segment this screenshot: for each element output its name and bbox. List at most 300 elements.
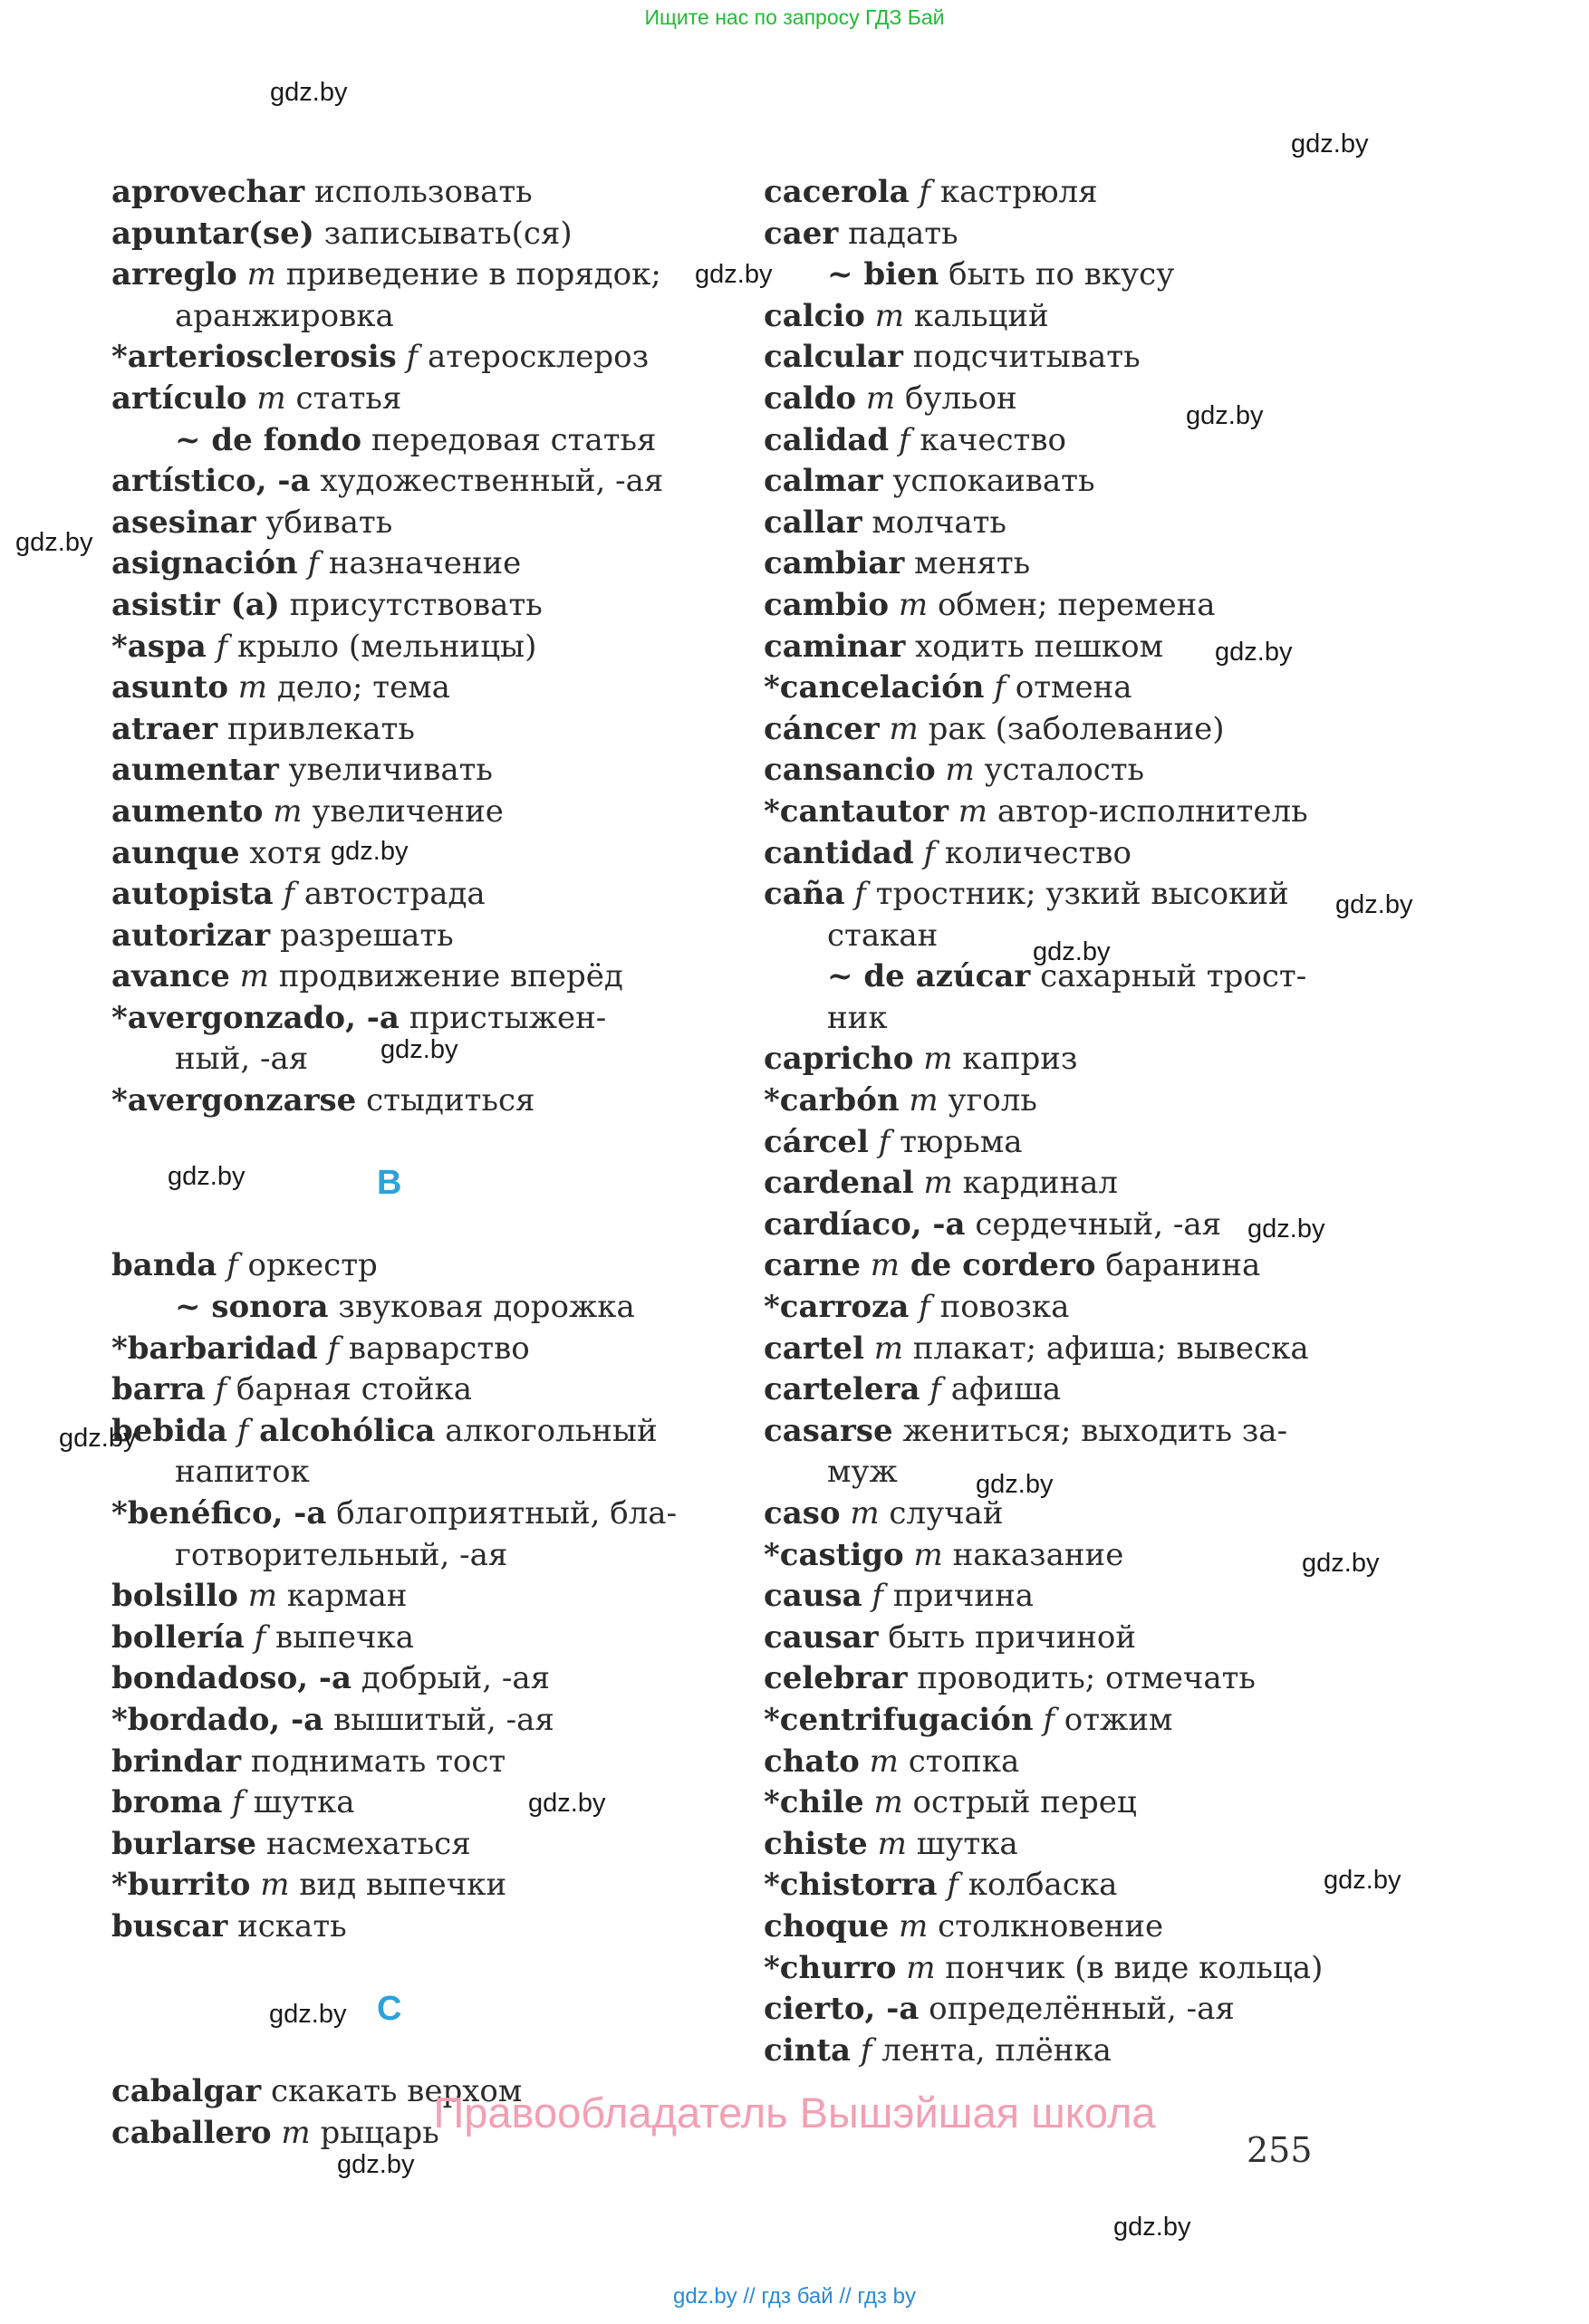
grammar-label: f [844,876,866,913]
translation: передовая статья [361,421,657,458]
translation: быть причиной [878,1618,1137,1656]
translation: варварство [339,1330,530,1367]
headword: causa [764,1578,862,1615]
watermark: gdz.by [59,1424,137,1453]
grammar-label: f [1033,1701,1055,1738]
watermark: gdz.by [1247,1215,1325,1244]
grammar-label: m [948,792,988,830]
translation: тростник; узкий высокий [865,876,1289,913]
dictionary-entry [111,1411,691,1453]
dictionary-entry [764,1742,1343,1783]
headword: *arteriosclerosis [111,339,397,376]
headword: *centrifugación [764,1701,1034,1738]
headword: asunto [111,669,228,706]
headword: ~ bien [827,256,939,293]
headword: *carbón [764,1082,900,1119]
translation: причина [883,1578,1034,1615]
translation: вид выпечки [289,1867,507,1904]
dictionary-entry [764,1576,1343,1618]
headword: cárcel [764,1123,869,1160]
headword: *chile [764,1784,864,1821]
grammar-label: f [909,174,931,210]
translation: жениться; выходить за- [892,1412,1288,1449]
translation: стыдиться [356,1082,535,1119]
grammar-label: m [840,1495,880,1532]
dictionary-entry [764,1906,1343,1948]
headword: *chistorra [764,1867,938,1904]
entry-continuation [111,1287,691,1329]
watermark: gdz.by [1324,1866,1401,1895]
headword: cambio [764,586,890,623]
watermark: gdz.by [337,2150,415,2179]
grammar-label: f [862,1578,884,1615]
grammar-label: m [863,1784,903,1821]
dictionary-entry [111,214,691,255]
headword: carne [764,1247,861,1284]
dictionary-entry [111,585,691,627]
headword: calcio [764,297,865,334]
entry-continuation [764,254,1343,296]
dictionary-entry [111,627,691,668]
dictionary-entry [764,1948,1343,1990]
grammar-label: f [217,1247,238,1284]
headword: caminar [764,628,906,665]
translation: острый перец [902,1784,1137,1821]
translation: муж [827,1454,898,1491]
translation: кастрюля [930,174,1098,210]
translation: карман [277,1578,408,1615]
translation: шутка [243,1784,355,1821]
dictionary-entry [111,1369,691,1411]
headword-phrase: de cordero [900,1247,1096,1284]
dictionary-entry [764,503,1343,544]
grammar-label: f [851,2031,872,2069]
translation: приведение в порядок; [275,256,661,293]
headword: cabalgar [111,2073,262,2110]
headword: autopista [111,876,274,913]
entry-continuation [764,1452,1343,1493]
grammar-label: m [903,1536,943,1573]
translation: вышитый, -ая [323,1701,554,1738]
translation: статья [285,379,402,417]
translation: стопка [898,1743,1020,1780]
headword: *avergonzarse [111,1082,357,1119]
translation: плакат; афиша; вывеска [902,1330,1309,1367]
dictionary-entry [764,1493,1343,1535]
grammar-label: f [222,1784,244,1821]
dictionary-entry [111,1742,691,1783]
watermark: gdz.by [1113,2213,1191,2242]
headword: cáncer [764,710,880,747]
headword: cacerola [764,174,910,210]
translation: алкогольный [435,1412,658,1449]
dictionary-entry [764,709,1343,751]
headword: bolsillo [111,1578,238,1615]
dictionary-entry [764,1700,1343,1742]
headword: asistir (a) [111,586,280,623]
headword: caer [764,215,839,252]
headword: cantidad [764,834,914,871]
translation: продвижение вперёд [268,958,623,995]
translation: присутствовать [279,586,543,623]
dictionary-entry [764,1782,1343,1824]
grammar-label: f [205,1371,227,1408]
translation: стакан [827,917,939,954]
dictionary-entry [764,2031,1343,2072]
translation: колбаска [958,1867,1118,1904]
grammar-label: f [984,669,1006,706]
grammar-label: f [244,1618,266,1656]
dictionary-entry [764,1245,1343,1287]
grammar-label: m [889,1907,929,1945]
translation: художественный, -ая [310,463,664,500]
grammar-label: m [228,669,268,706]
headword: apuntar(se) [111,215,314,252]
spacer [111,2031,691,2072]
headword: *carroza [764,1289,910,1326]
dictionary-entry [764,833,1343,875]
translation: кальций [904,297,1049,334]
dictionary-entry [764,1287,1343,1329]
translation: количество [935,834,1132,871]
translation: каприз [952,1041,1078,1078]
translation: падать [838,215,958,252]
translation: искать [227,1907,347,1945]
translation: хотя [239,834,323,871]
dictionary-entry [111,667,691,709]
dictionary-entry [111,337,691,379]
grammar-label: f [396,339,419,376]
headword: broma [111,1784,223,1821]
translation: барная стойка [226,1371,473,1408]
dictionary-entry [764,461,1343,503]
translation: пристыжен- [399,999,607,1036]
grammar-label: m [856,379,896,417]
grammar-label: f [317,1330,340,1367]
headword: atraer [111,710,218,747]
translation: поднимать тост [241,1743,506,1780]
grammar-label: m [271,2114,311,2151]
watermark: gdz.by [380,1035,458,1064]
headword: aprovechar [111,174,305,210]
headword: buscar [111,1907,228,1945]
translation: добрый, -ая [352,1660,551,1697]
headword: bollería [111,1618,245,1656]
spacer [111,1948,691,1990]
dictionary-entry [111,1824,691,1866]
translation: подсчитывать [902,339,1141,376]
translation: дело; тема [267,669,450,706]
grammar-label: f [868,1123,891,1160]
dictionary-entry [764,1989,1343,2031]
translation: лента, плёнка [872,2031,1112,2069]
dictionary-entry [764,1658,1343,1700]
grammar-label: f [273,876,295,913]
headword: avance [111,958,230,995]
watermark: gdz.by [1302,1549,1380,1578]
dictionary-entry [111,956,691,998]
dictionary-entry [764,1329,1343,1370]
dictionary-entry [764,214,1343,255]
dictionary-entry [764,792,1343,833]
dictionary-entry [111,1906,691,1948]
watermark: gdz.by [270,78,348,107]
top-banner: Ищите нас по запросу ГДЗ Бай [644,5,945,29]
translation: готворительный, -ая [175,1536,508,1573]
translation: повозка [929,1289,1070,1326]
dictionary-entry [111,1576,691,1618]
grammar-label: m [864,297,905,334]
headword: banda [111,1247,217,1284]
dictionary-entry [764,874,1343,916]
translation: рак (заболевание) [918,710,1225,747]
translation: быть по вкусу [939,256,1175,293]
translation: столкновение [928,1907,1164,1945]
dictionary-entry [111,998,691,1040]
watermark: gdz.by [976,1470,1054,1499]
headword: *churro [764,1949,897,1986]
translation: кардинал [952,1165,1118,1202]
dictionary-entry [111,750,691,792]
headword: chiste [764,1825,868,1862]
watermark: gdz.by [331,837,409,866]
translation: отжим [1054,1701,1173,1738]
translation: шутка [906,1825,1018,1862]
grammar-label: f [889,421,910,458]
headword: *castigo [764,1536,904,1573]
dictionary-entry [111,1618,691,1659]
watermark: gdz.by [269,2000,347,2029]
headword: calcular [764,339,903,376]
grammar-label: m [863,1330,903,1367]
grammar-label: m [229,958,269,995]
dictionary-entry [764,296,1343,338]
headword: caso [764,1495,841,1532]
translation: крыло (мельницы) [227,628,537,665]
watermark: gdz.by [1215,638,1293,667]
headword: capricho [764,1041,914,1078]
translation: бульон [895,379,1017,417]
translation: напиток [175,1454,310,1491]
dictionary-entry [111,1865,691,1906]
translation: насмехаться [256,1825,471,1862]
translation: рыцарь [310,2114,439,2151]
entry-continuation [111,296,691,338]
grammar-label: f [226,1412,249,1449]
translation: использовать [304,174,533,210]
grammar-label: m [246,379,286,417]
watermark: gdz.by [1033,937,1111,966]
translation: сахарный трост- [1030,958,1307,995]
grammar-label: f [937,1867,958,1904]
dictionary-entry [111,503,691,544]
headword: calmar [764,463,883,500]
dictionary-entry [764,1865,1343,1906]
translation: назначение [319,545,522,582]
dictionary-entry [111,1080,691,1122]
headword: asignación [111,545,298,582]
headword-phrase: alcohólica [248,1412,436,1449]
translation: убивать [255,504,393,541]
dictionary-entry [111,172,691,214]
dictionary-entry [111,379,691,420]
translation: ник [827,999,888,1036]
grammar-label: f [297,545,320,582]
headword: caldo [764,379,857,417]
dictionary-entry [111,916,691,957]
dictionary-entry [764,1824,1343,1866]
headword: casarse [764,1412,893,1449]
headword: cansancio [764,752,936,789]
watermark: gdz.by [15,528,93,557]
translation: увеличение [302,792,504,830]
headword: cierto, -a [764,1991,920,2028]
headword: cinta [764,2031,852,2069]
translation: автострада [294,876,486,913]
translation: ный, -ая [175,1041,309,1078]
headword: chato [764,1743,860,1780]
translation: качество [910,421,1066,458]
grammar-label: m [889,586,929,623]
page-number: 255 [1247,2130,1313,2170]
headword: barra [111,1371,206,1408]
grammar-label: m [236,256,276,293]
dictionary-column-right [764,172,1343,2071]
grammar-label: f [920,1371,941,1408]
grammar-label: f [909,1289,930,1326]
dictionary-entry [111,461,691,503]
grammar-label: m [263,792,303,830]
headword: *barbaridad [111,1330,318,1367]
headword: *burrito [111,1867,251,1904]
dictionary-entry [764,1369,1343,1411]
translation: уголь [938,1082,1037,1119]
headword: cambiar [764,545,905,582]
spacer [111,1122,691,1164]
headword: autorizar [111,917,271,954]
translation: обмен; перемена [928,586,1216,623]
section-letter-heading: C [377,1990,402,2029]
translation: отмена [1005,669,1132,706]
dictionary-entry [764,1411,1343,1453]
dictionary-entry [111,792,691,833]
headword: artículo [111,379,247,417]
grammar-label: f [206,628,228,665]
translation: пончик (в виде кольца) [935,1949,1324,1986]
grammar-label: m [935,752,975,789]
grammar-label: m [861,1247,900,1284]
headword: celebrar [764,1660,908,1697]
headword: cartel [764,1330,864,1367]
headword: ~ de azúcar [827,958,1031,995]
translation: проводить; отмечать [907,1660,1256,1697]
headword: bondadoso, -a [111,1660,352,1697]
translation: наказание [942,1536,1124,1573]
grammar-label: m [899,1082,939,1119]
entry-continuation [111,420,691,462]
translation: сердечный, -ая [965,1205,1222,1243]
dictionary-entry [111,1700,691,1742]
headword: causar [764,1618,879,1656]
translation: увеличивать [278,752,493,789]
headword: *aspa [111,628,207,665]
headword: calidad [764,421,890,458]
headword: *cantautor [764,792,949,830]
dictionary-entry [764,172,1343,214]
headword: burlarse [111,1825,257,1862]
translation: автор-исполнитель [987,792,1308,830]
grammar-label: m [913,1165,953,1202]
dictionary-entry [111,874,691,916]
dictionary-entry [764,1039,1343,1080]
watermark: gdz.by [1291,130,1369,158]
watermark: gdz.by [695,260,773,289]
translation: благоприятный, бла- [326,1495,678,1532]
translation: разрешать [270,917,454,954]
headword: cardenal [764,1165,914,1202]
dictionary-entry [111,1658,691,1700]
translation: тюрьма [890,1123,1023,1160]
translation: аранжировка [175,297,394,334]
grammar-label: m [250,1867,290,1904]
headword: *avergonzado, -a [111,999,400,1036]
footer-links: gdz.by // гдз бай // гдз by [672,2284,917,2309]
copyright-watermark: Правообладатель Вышэйшая школа [433,2089,1156,2137]
headword: callar [764,504,862,541]
headword: arreglo [111,256,237,293]
dictionary-entry [764,543,1343,585]
entry-continuation [764,998,1343,1040]
headword: aumento [111,792,264,830]
watermark: gdz.by [1186,401,1264,430]
dictionary-entry [764,667,1343,709]
headword: bebida [111,1412,227,1449]
translation: афиша [940,1371,1062,1408]
headword: asesinar [111,504,256,541]
grammar-label: m [237,1578,277,1615]
translation: усталость [974,752,1145,789]
dictionary-entry [764,1535,1343,1577]
translation: привлекать [217,710,415,747]
grammar-label: m [879,710,919,747]
dictionary-entry [764,1080,1343,1122]
grammar-label: m [913,1041,953,1078]
watermark: gdz.by [1335,890,1413,919]
dictionary-entry [764,1163,1343,1205]
translation: случай [879,1495,1004,1532]
headword: caballero [111,2114,272,2151]
dictionary-entry [111,254,691,296]
entry-continuation [111,1535,691,1577]
grammar-label: m [859,1743,899,1780]
headword: aunque [111,834,240,871]
dictionary-entry [764,750,1343,792]
watermark: gdz.by [528,1789,606,1818]
watermark: gdz.by [168,1162,246,1191]
headword: ~ sonora [175,1289,329,1326]
dictionary-entry [111,1493,691,1535]
translation: успокаивать [882,463,1095,500]
headword: ~ de fondo [175,421,362,458]
translation: звуковая дорожка [328,1289,635,1326]
dictionary-entry [764,1618,1343,1659]
grammar-label: f [913,834,936,871]
section-letter-heading: B [377,1164,402,1203]
translation: менять [904,545,1031,582]
dictionary-entry [764,1122,1343,1164]
translation: определённый, -ая [919,1991,1235,2028]
translation: скакать верхом [261,2073,523,2110]
